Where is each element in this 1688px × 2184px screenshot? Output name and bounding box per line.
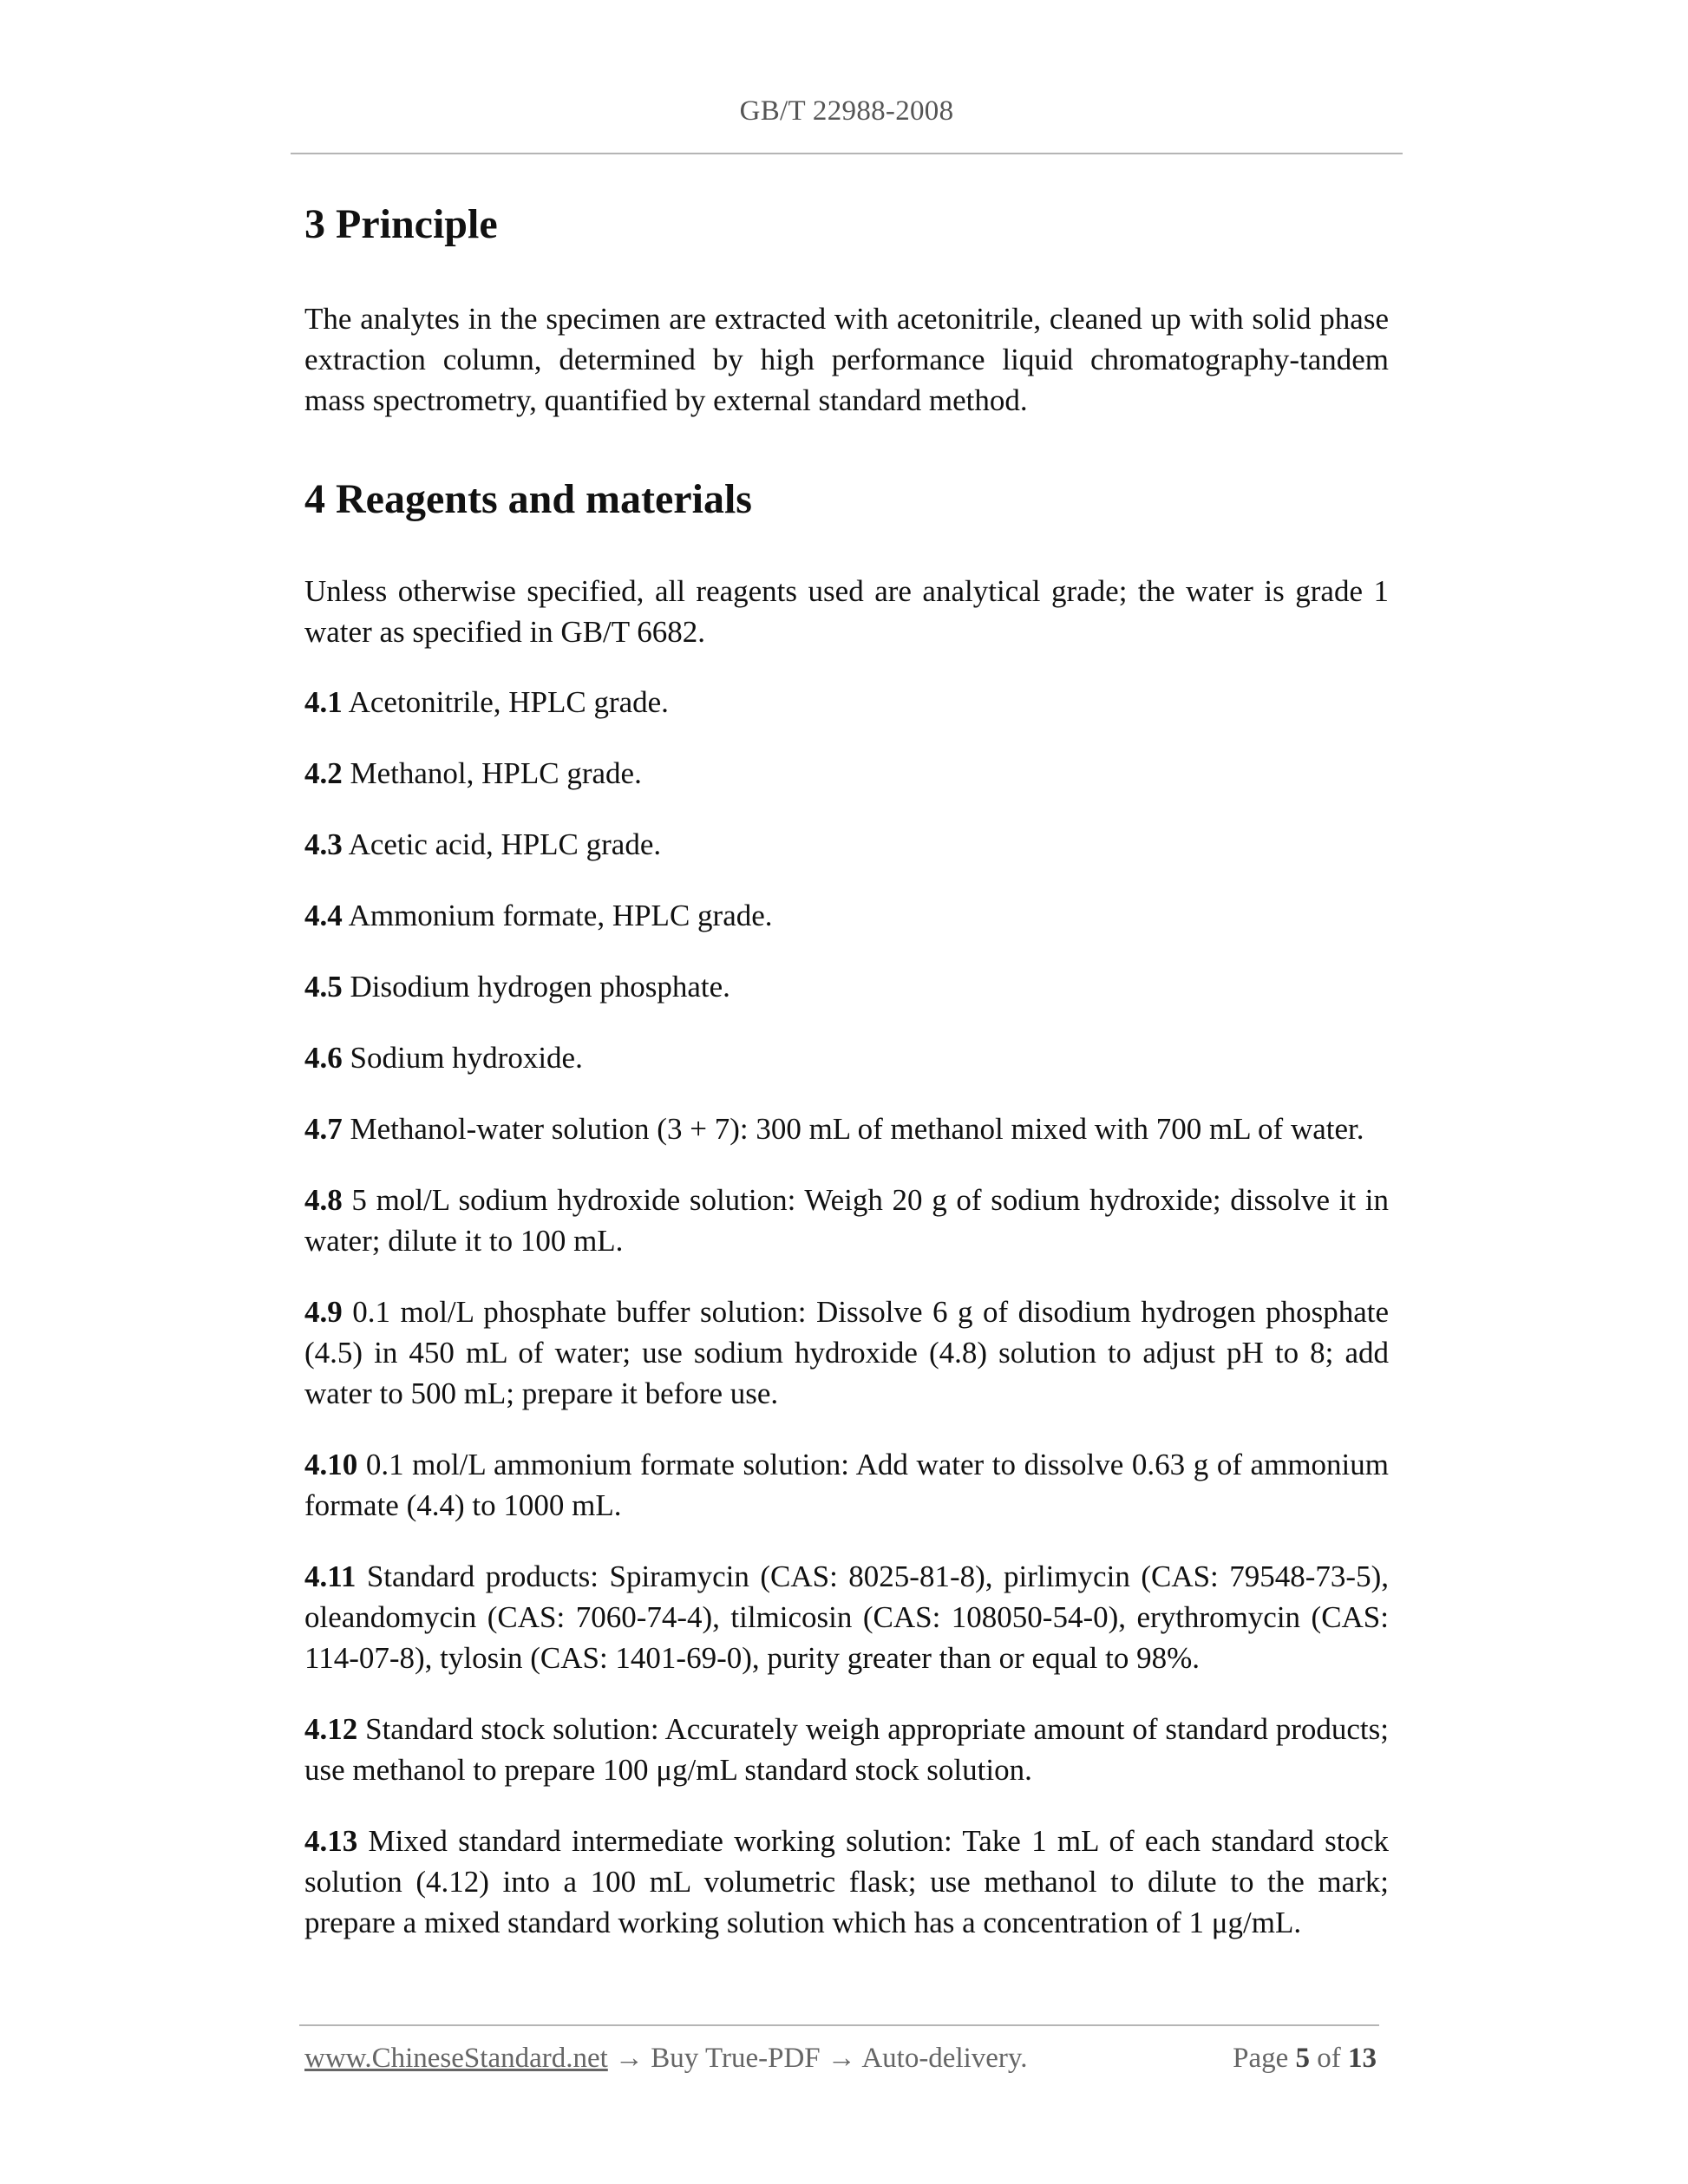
item-number: 4.13 [304, 1824, 358, 1859]
header-divider [291, 153, 1403, 154]
list-item [304, 1108, 1389, 1149]
section-4-heading: 4 Reagents and materials [304, 475, 752, 522]
item-text: 0.1 mol/L phosphate buffer solution: Dissolve 6 g of disodium hydrogen phosphate (4.5) in 450 mL of water; use sodium hydroxide (4.8) solution to adjust pH to 8; add water to 500 mL; prepare it before use. [304, 1295, 1389, 1411]
list-item [304, 682, 1389, 723]
item-number: 4.12 [304, 1712, 358, 1747]
item-text: Mixed standard intermediate working solution: Take 1 mL of each standard stock solution (4.12) into a 100 mL volumetric flask; use methanol to dilute to the mark; prepare a mixed standard working solution which has a concentration of 1 μg/mL. [304, 1824, 1389, 1940]
list-item [304, 1556, 1389, 1678]
item-text: Ammonium formate, HPLC grade. [342, 899, 773, 933]
auto-delivery-text: Auto-delivery. [861, 2043, 1028, 2074]
list-item [304, 1821, 1389, 1943]
page-total: 13 [1348, 2043, 1377, 2074]
list-item [304, 1444, 1389, 1526]
item-text: Standard stock solution: Accurately weigh appropriate amount of standard products; use methanol to prepare 100 μg/mL standard stock solution. [304, 1712, 1389, 1788]
item-text: Disodium hydrogen phosphate. [342, 970, 730, 1004]
item-text: Acetonitrile, HPLC grade. [342, 685, 669, 720]
item-text: Methanol-water solution (3 + 7): 300 mL of methanol mixed with 700 mL of water. [342, 1112, 1364, 1147]
list-item [304, 1709, 1389, 1790]
page-current: 5 [1295, 2043, 1310, 2074]
item-text: Standard products: Spiramycin (CAS: 8025-81-8), pirlimycin (CAS: 79548-73-5), oleandomycin (CAS: 7060-74-4), tilmicosin (CAS: 108050-54-0), erythromycin (CAS: 114-07-8), tylosin (CAS: 1401-69-0), purity greater than or equal to 98%. [304, 1560, 1389, 1676]
item-number: 4.9 [304, 1295, 343, 1330]
footer-promo [304, 2043, 1028, 2075]
running-header [291, 95, 1403, 128]
item-number: 4.1 [304, 685, 343, 720]
list-item [304, 1037, 1389, 1078]
item-number: 4.4 [304, 899, 343, 933]
page-of-label: of [1317, 2043, 1341, 2074]
list-item [304, 1291, 1389, 1414]
item-number: 4.2 [304, 756, 343, 791]
item-number: 4.6 [304, 1041, 343, 1076]
section-4-intro: Unless otherwise specified, all reagents used are analytical grade; the water is grade 1 water as specified in GB/T 6682. [304, 574, 1389, 650]
item-text: Sodium hydroxide. [342, 1041, 583, 1076]
item-number: 4.3 [304, 827, 343, 862]
item-number: 4.11 [304, 1560, 357, 1594]
item-text: Methanol, HPLC grade. [342, 756, 642, 791]
item-text: Acetic acid, HPLC grade. [342, 827, 662, 862]
list-item [304, 966, 1389, 1007]
arrow-icon: → [607, 2043, 651, 2074]
website-link[interactable]: www.ChineseStandard.net [304, 2043, 608, 2074]
list-item [304, 753, 1389, 794]
page-content [304, 199, 1389, 1943]
reagent-list [304, 682, 1389, 1943]
page-label: Page [1233, 2043, 1289, 2074]
footer-divider [299, 2024, 1379, 2026]
item-text: 0.1 mol/L ammonium formate solution: Add water to dissolve 0.63 g of ammonium formate (4.4) to 1000 mL. [304, 1448, 1389, 1523]
list-item [304, 1180, 1389, 1261]
section-3-body: The analytes in the specimen are extracted with acetonitrile, cleaned up with solid phase extraction column, determined by high performance liquid chromatography-tandem mass spectrometry, quantified by external standard method. [304, 301, 1389, 417]
section-3-heading: 3 Principle [304, 201, 498, 247]
document-id: GB/T 22988-2008 [739, 95, 954, 127]
item-number: 4.8 [304, 1183, 343, 1218]
arrow-icon: → [820, 2043, 862, 2074]
buy-pdf-text: Buy True-PDF [651, 2043, 821, 2074]
item-text: 5 mol/L sodium hydroxide solution: Weigh 20 g of sodium hydroxide; dissolve it in water; dilute it to 100 mL. [304, 1183, 1389, 1259]
list-item [304, 824, 1389, 865]
list-item [304, 895, 1389, 936]
item-number: 4.7 [304, 1112, 343, 1147]
page-number [1233, 2043, 1377, 2075]
item-number: 4.5 [304, 970, 343, 1004]
item-number: 4.10 [304, 1448, 358, 1482]
